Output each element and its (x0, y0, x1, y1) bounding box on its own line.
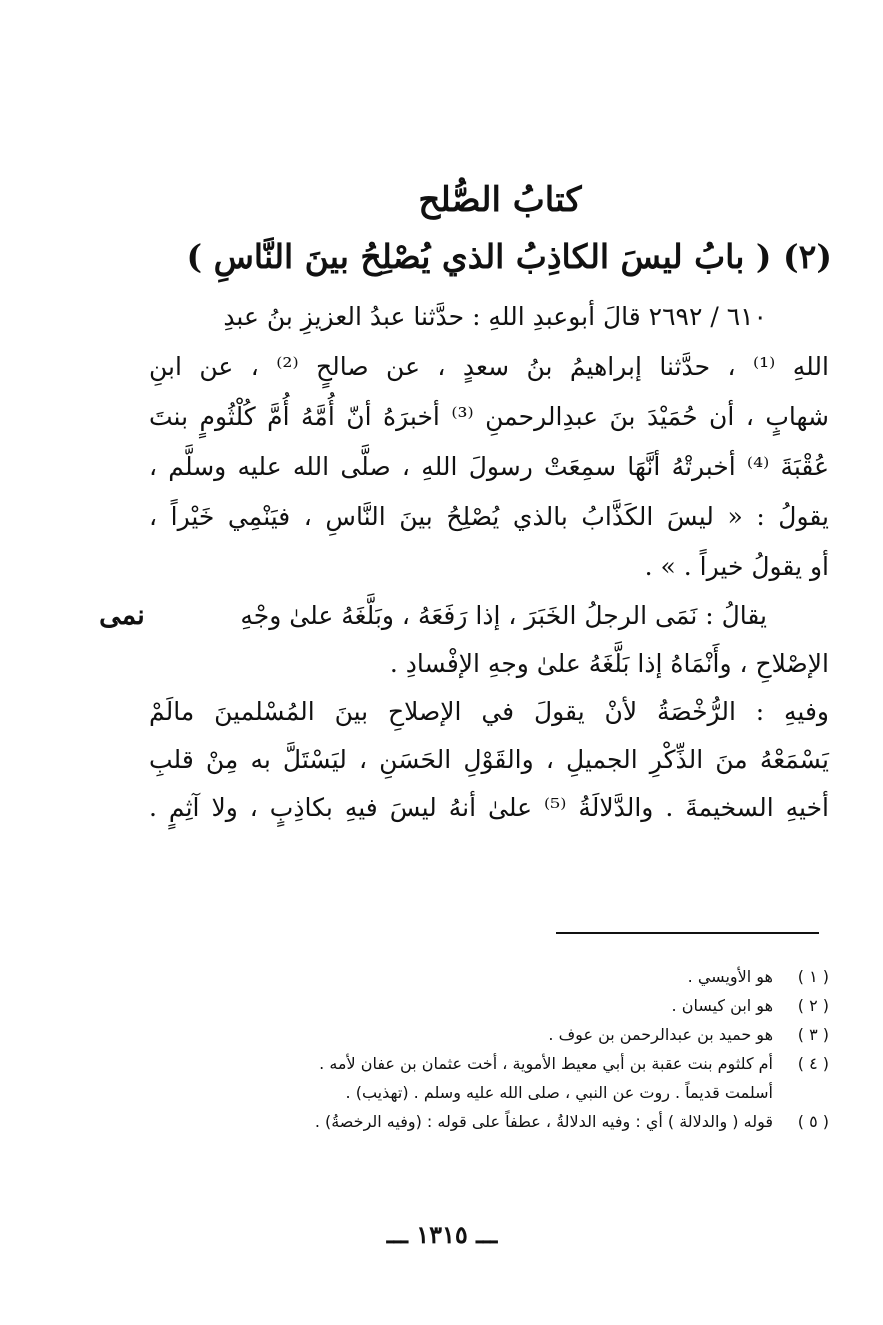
footnote-item (139, 1020, 829, 1049)
chapter-title: (٢) ( بابُ ليسَ الكاذِبُ الذي يُصْلِحُ بينَ النَّاسِ ) (186, 237, 832, 276)
footnote-text: هو الأويسي . (687, 967, 773, 986)
footnote-text-line: أسلمت قديماً . روت عن النبي ، صلى الله عليه وسلم . (تهذيب) . (345, 1083, 773, 1102)
footnote-separator (556, 932, 819, 934)
footnote-item (139, 991, 829, 1020)
footnote-text: هو ابن كيسان . (671, 996, 773, 1015)
hadith-text (149, 292, 829, 592)
footnote-item (139, 1049, 829, 1107)
margin-keyword: نمى (99, 600, 145, 631)
footnote-text: قوله ( والدلالة ) أي : وفيه الدلالةُ ، عطفاً على قوله : (وفيه الرخصةُ) . (314, 1112, 773, 1131)
commentary-line: وفيهِ : الرُّخْصَةُ لأنْ يقولَ في الإصلاحِ بينَ المُسْلمينَ مالَمْ (149, 697, 829, 726)
commentary-line: يَسْمَعْهُ منَ الذِّكْرِ الجميلِ ، والقَوْلِ الحَسَنِ ، ليَسْتَلَّ به مِنْ قلبِ (149, 745, 829, 774)
commentary-line: أخيهِ السخيمةَ . والدَّلالَةُ ⁽⁵⁾ علىٰ أنهُ ليسَ فيهِ بكاذِبٍ ، ولا آثِمٍ . (149, 793, 829, 822)
footnote-number: ( ٤ ) (797, 1054, 829, 1073)
footnote-item (139, 1107, 829, 1136)
footnote-text-line: أم كلثوم بنت عقبة بن أبي معيط الأموية ، أخت عثمان بن عفان لأمه . (319, 1054, 773, 1073)
footnote-text: هو حميد بن عبدالرحمن بن عوف . (548, 1025, 773, 1044)
footnote-number: ( ٣ ) (797, 1025, 829, 1044)
hadith-line: اللهِ ⁽¹⁾ ، حدَّثنا إبراهيمُ بنُ سعدٍ ، عن صالحٍ ⁽²⁾ ، عن ابنِ (149, 352, 829, 381)
hadith-line: شهابٍ ، أن حُمَيْدَ بنَ عبدِالرحمنِ ⁽³⁾ أخبرَهُ أنّ أُمَّهُ أُمَّ كُلْثُومٍ بنتَ (149, 402, 829, 431)
hadith-line: أو يقولُ خيراً . » . (644, 552, 829, 581)
page-number: ـــ ١٣١٥ ـــ (386, 1220, 498, 1249)
footnote-text (139, 1049, 783, 1107)
footnote-number: ( ١ ) (797, 967, 829, 986)
footnotes (139, 962, 829, 1136)
commentary-text (149, 592, 829, 832)
hadith-line: يقولُ : « ليسَ الكَذَّابُ بالذي يُصْلِحُ بينَ النَّاسِ ، فيَنْمِي خَيْراً ، (149, 502, 829, 531)
book-title: كتابُ الصُّلح (418, 180, 582, 220)
commentary-line: الإصْلاحِ ، وأَنْمَاهُ إذا بَلَّغَهُ علىٰ وجهِ الإفْسادِ . (389, 649, 829, 678)
hadith-line: عُقْبَةَ ⁽⁴⁾ أخبرتْهُ أنَّهَا سمِعَتْ رسولَ اللهِ ، صلَّى الله عليه وسلَّم ، (149, 452, 829, 481)
footnote-item (139, 962, 829, 991)
hadith-line: ٦١٠ / ٢٦٩٢ قالَ أبوعبدِ اللهِ : حدَّثنا عبدُ العزيزِ بنُ عبدِ (223, 302, 767, 331)
footnote-number: ( ٢ ) (797, 996, 829, 1015)
commentary-line: يقالُ : نَمَى الرجلُ الخَبَرَ ، إذا رَفَعَهُ ، وبَلَّغَهُ علىٰ وجْهِ (240, 601, 767, 630)
footnote-number: ( ٥ ) (797, 1112, 829, 1131)
